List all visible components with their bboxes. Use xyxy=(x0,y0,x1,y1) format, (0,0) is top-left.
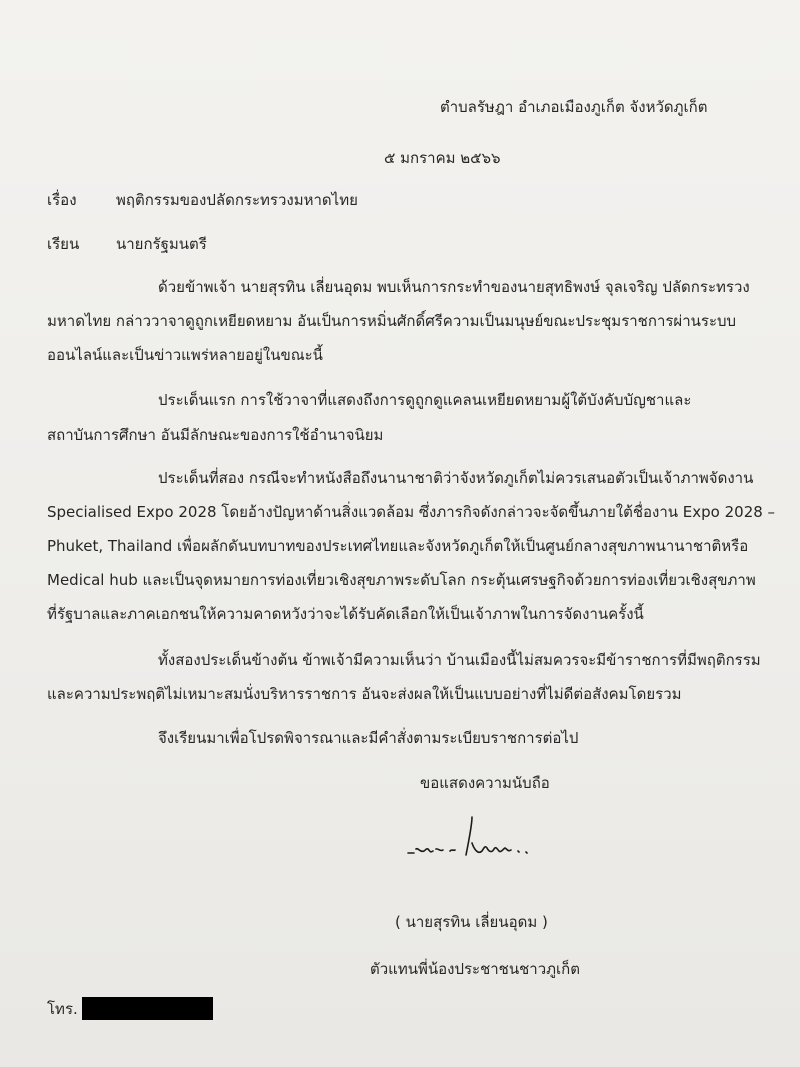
handwritten-signature xyxy=(400,815,590,875)
paragraph-1-line-2: มหาดไทย กล่าววาจาดูถูกเหยียดหยาม อันเป็นการหมิ่นศักดิ์ศรีความเป็นมนุษย์ขณะประชุมราชการผ่านระบบ xyxy=(47,312,737,330)
paragraph-2-line-2: สถาบันการศึกษา อันมีลักษณะของการใช้อำนาจนิยม xyxy=(47,426,384,444)
redacted-phone-number xyxy=(82,997,213,1020)
signatory-title: ตัวแทนพี่น้องประชาชนชาวภูเก็ต xyxy=(370,960,580,978)
paragraph-1-line-3: ออนไลน์และเป็นข่าวแพร่หลายอยู่ในขณะนี้ xyxy=(47,346,323,364)
subject-value: พฤติกรรมของปลัดกระทรวงมหาดไทย xyxy=(116,191,358,209)
subject-label: เรื่อง xyxy=(47,191,77,209)
paragraph-4-line-1: ทั้งสองประเด็นข้างต้น ข้าพเจ้ามีความเห็นว่า บ้านเมืองนี้ไม่สมควรจะมีข้าราชการที่มีพฤติกรรม xyxy=(158,651,761,669)
recipient-label: เรียน xyxy=(47,235,80,253)
paragraph-2-line-1: ประเด็นแรก การใช้วาจาที่แสดงถึงการดูถูกดูแคลนเหยียดหยามผู้ใต้บังคับบัญชาและ xyxy=(158,391,692,409)
paragraph-3-line-5: ที่รัฐบาลและภาคเอกชนให้ความคาดหวังว่าจะได้รับคัดเลือกให้เป็นเจ้าภาพในการจัดงานครั้งนี้ xyxy=(47,605,644,623)
closing-salutation: ขอแสดงความนับถือ xyxy=(420,774,550,792)
paragraph-3-line-4: Medical hub และเป็นจุดหมายการท่องเที่ยวเชิงสุขภาพระดับโลก กระตุ้นเศรษฐกิจด้วยการท่องเที่ยวเชิงสุขภาพ xyxy=(47,571,756,589)
paragraph-4-line-2: และความประพฤติไม่เหมาะสมนั่งบริหารราชการ อันจะส่งผลให้เป็นแบบอย่างที่ไม่ดีต่อสังคมโดยรวม xyxy=(47,685,682,703)
phone-label: โทร. xyxy=(47,1000,78,1018)
paragraph-3-line-3: Phuket, Thailand เพื่อผลักดันบทบาทของประเทศไทยและจังหวัดภูเก็ตให้เป็นศูนย์กลางสุขภาพนานาชาติหรือ xyxy=(47,537,749,555)
signatory-name: ( นายสุรทิน เลี่ยนอุดม ) xyxy=(395,913,548,931)
paragraph-3-line-1: ประเด็นที่สอง กรณีจะทำหนังสือถึงนานาชาติว่าจังหวัดภูเก็ตไม่ควรเสนอตัวเป็นเจ้าภาพจัดงาน xyxy=(158,469,754,487)
recipient-value: นายกรัฐมนตรี xyxy=(116,235,207,253)
paragraph-1-line-1: ด้วยข้าพเจ้า นายสุรทิน เลี่ยนอุดม พบเห็นการกระทำของนายสุทธิพงษ์ จุลเจริญ ปลัดกระทรวง xyxy=(158,278,750,296)
letter-date: ๕ มกราคม ๒๕๖๖ xyxy=(384,149,501,167)
paragraph-3-line-2: Specialised Expo 2028 โดยอ้างปัญหาด้านสิ่งแวดล้อม ซึ่งภารกิจดังกล่าวจะจัดขึ้นภายใต้ชื่องาน Expo 2028 – xyxy=(47,503,776,521)
sender-address: ตำบลรัษฎา อำเภอเมืองภูเก็ต จังหวัดภูเก็ต xyxy=(440,98,708,116)
paragraph-5: จึงเรียนมาเพื่อโปรดพิจารณาและมีคำสั่งตามระเบียบราชการต่อไป xyxy=(158,729,579,747)
